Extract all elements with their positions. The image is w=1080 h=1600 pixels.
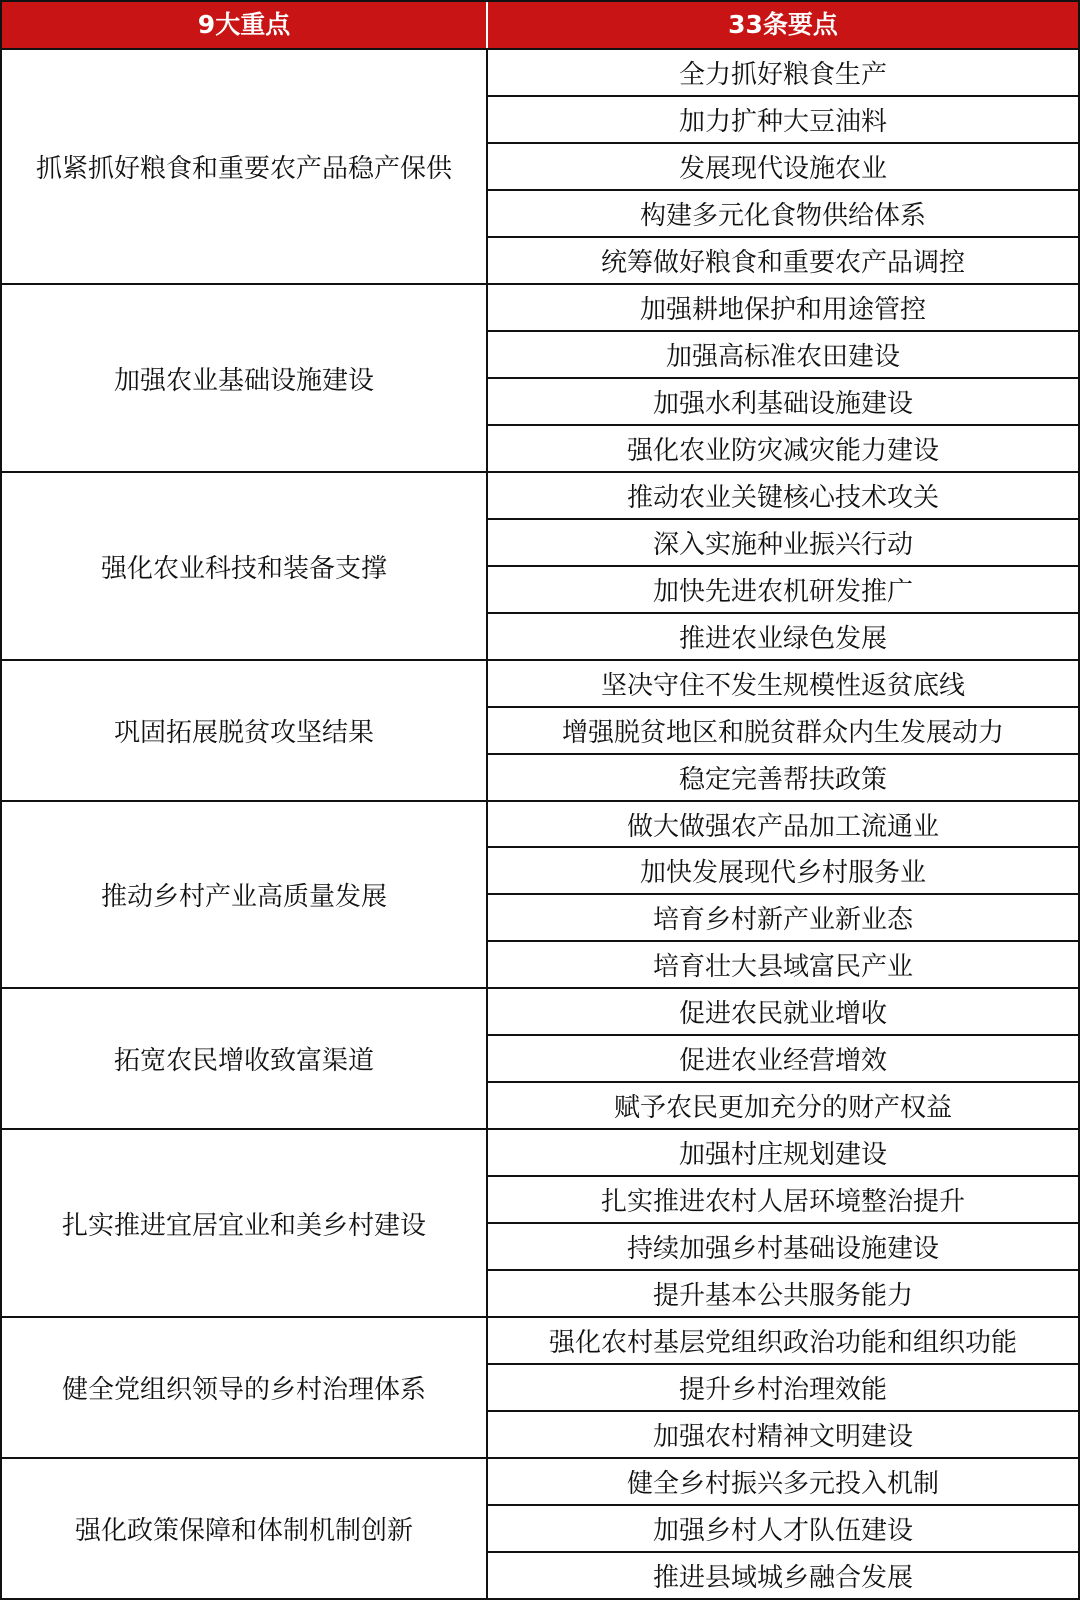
- table-row: 赋予农民更加充分的财产权益: [488, 1081, 1078, 1128]
- table-row: 发展现代设施农业: [488, 142, 1078, 189]
- table-row: 加强高标准农田建设: [488, 330, 1078, 377]
- table-row: 加快先进农机研发推广: [488, 565, 1078, 612]
- group-title: 拓宽农民增收致富渠道: [2, 987, 486, 1128]
- group-title: 扎实推进宜居宜业和美乡村建设: [2, 1128, 486, 1316]
- header-key-points: 9大重点: [197, 10, 291, 39]
- table-row: 健全乡村振兴多元投入机制: [488, 1457, 1078, 1504]
- group-title: 加强农业基础设施建设: [2, 283, 486, 471]
- table-row: 稳定完善帮扶政策: [488, 753, 1078, 800]
- table-row: 促进农民就业增收: [488, 987, 1078, 1034]
- group-title: 推动乡村产业高质量发展: [2, 800, 486, 987]
- table-row: 提升基本公共服务能力: [488, 1269, 1078, 1316]
- table-row: 促进农业经营增效: [488, 1034, 1078, 1081]
- table-row: 全力抓好粮食生产: [488, 48, 1078, 95]
- table-row: 构建多元化食物供给体系: [488, 189, 1078, 236]
- table-row: 深入实施种业振兴行动: [488, 518, 1078, 565]
- table-row: 加强村庄规划建设: [488, 1128, 1078, 1175]
- table-row: 强化农业防灾减灾能力建设: [488, 424, 1078, 471]
- table-row: 做大做强农产品加工流通业: [488, 800, 1078, 846]
- table-row: 推进农业绿色发展: [488, 612, 1078, 659]
- group-title: 强化农业科技和装备支撑: [2, 471, 486, 659]
- table-row: 持续加强乡村基础设施建设: [488, 1222, 1078, 1269]
- table-row: 加强乡村人才队伍建设: [488, 1504, 1078, 1551]
- table-row: 加力扩种大豆油料: [488, 95, 1078, 142]
- table-row: 加强农村精神文明建设: [488, 1410, 1078, 1457]
- group-title: 强化政策保障和体制机制创新: [2, 1457, 486, 1598]
- table-row: 加强水利基础设施建设: [488, 377, 1078, 424]
- table-row: 培育乡村新产业新业态: [488, 893, 1078, 940]
- table-row: 培育壮大县域富民产业: [488, 940, 1078, 987]
- table-row: 强化农村基层党组织政治功能和组织功能: [488, 1316, 1078, 1363]
- table-row: 加强耕地保护和用途管控: [488, 283, 1078, 330]
- table-row: 增强脱贫地区和脱贫群众内生发展动力: [488, 706, 1078, 753]
- group-title: 巩固拓展脱贫攻坚结果: [2, 659, 486, 800]
- table-row: 统筹做好粮食和重要农产品调控: [488, 236, 1078, 283]
- table-row: 坚决守住不发生规模性返贫底线: [488, 659, 1078, 706]
- table-row: 加快发展现代乡村服务业: [488, 846, 1078, 893]
- table-header: [2, 2, 1078, 48]
- group-title: 健全党组织领导的乡村治理体系: [2, 1316, 486, 1457]
- header-main-points: 33条要点: [728, 10, 838, 39]
- table-row: 推动农业关键核心技术攻关: [488, 471, 1078, 518]
- table-row: 推进县域城乡融合发展: [488, 1551, 1078, 1598]
- table-row: 提升乡村治理效能: [488, 1363, 1078, 1410]
- group-title: 抓紧抓好粮食和重要农产品稳产保供: [2, 48, 486, 283]
- table-row: 扎实推进农村人居环境整治提升: [488, 1175, 1078, 1222]
